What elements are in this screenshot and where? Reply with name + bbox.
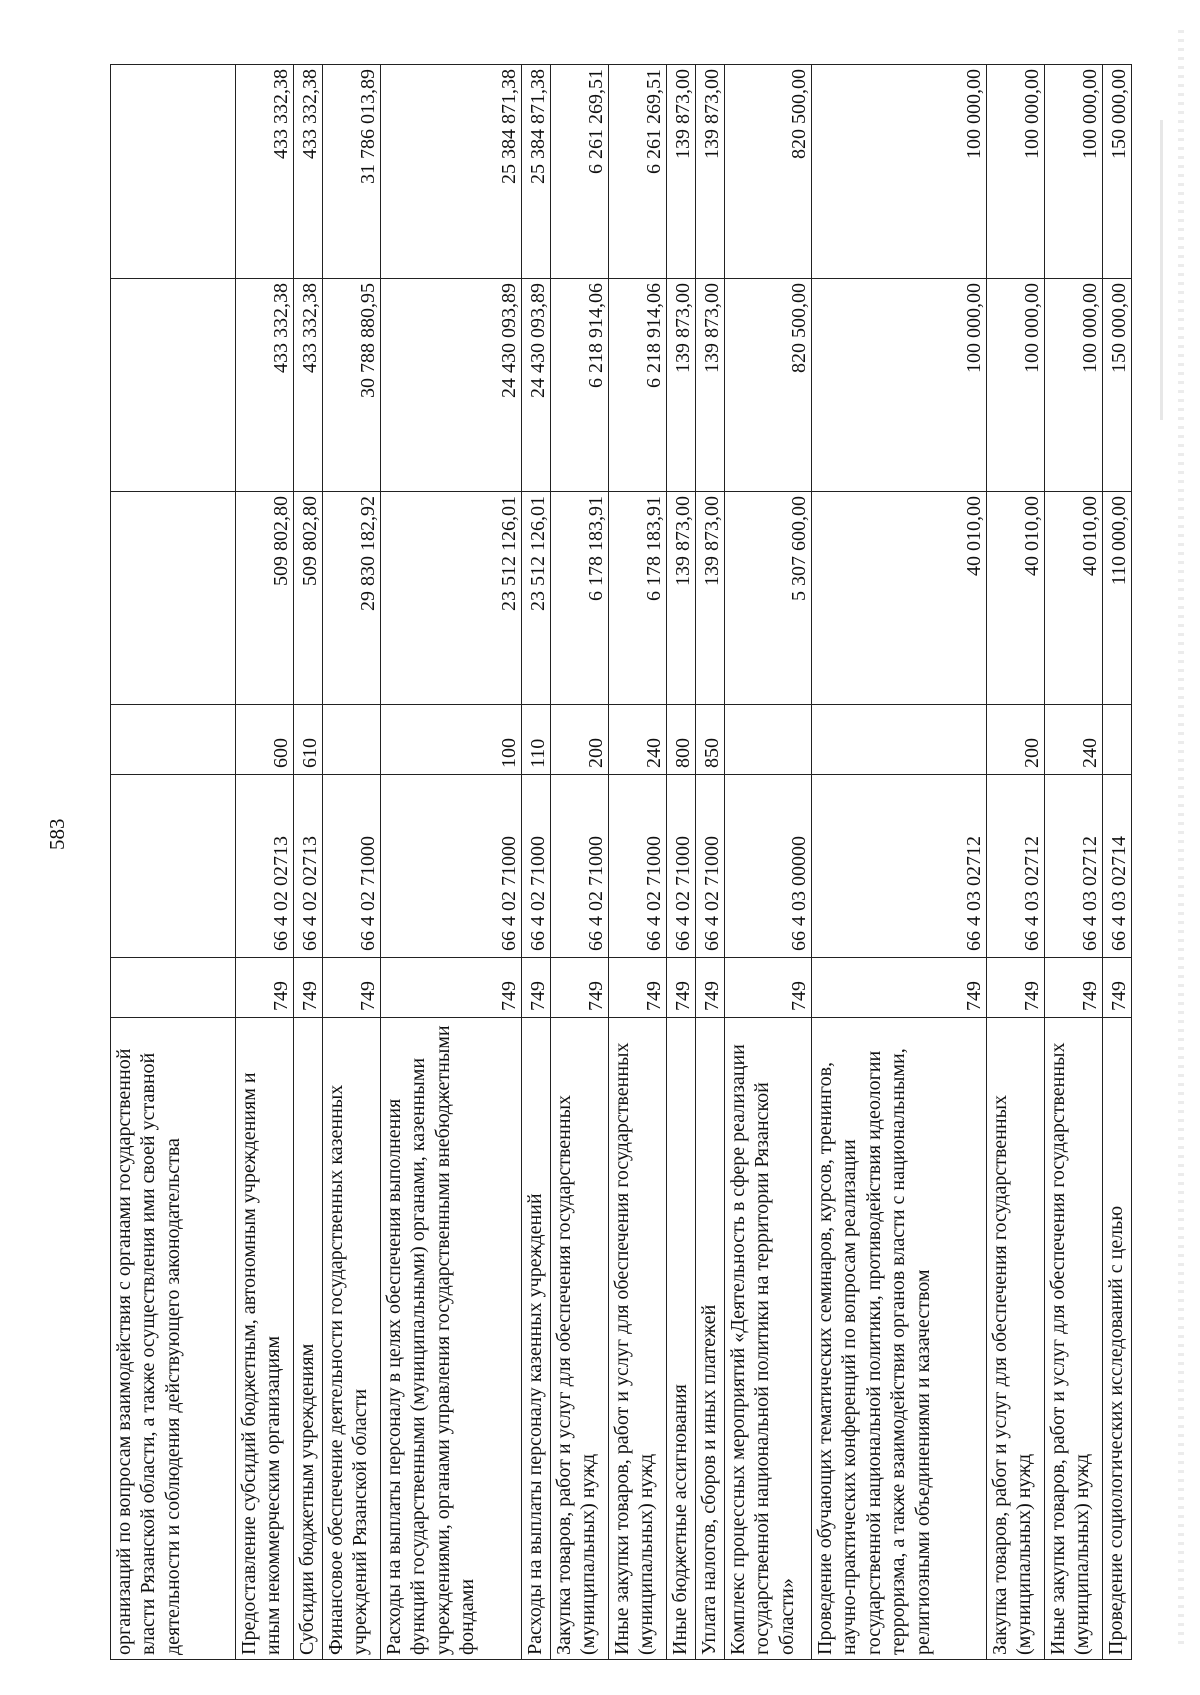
row-description: Иные закупки товаров, работ и услуг для обеспечения государственных (муниципальных) нужд (1045, 1018, 1103, 1660)
row-description: Финансовое обеспечение деятельности государственных казенных учреждений Рязанской области (323, 1018, 381, 1660)
row-amount-year3: 433 332,38 (294, 65, 323, 279)
row-description: Субсидии бюджетным учреждениям (294, 1018, 323, 1660)
row-amount-year3: 6 261 269,51 (551, 65, 609, 279)
row-amount-year1: 29 830 182,92 (323, 492, 381, 705)
table-row (111, 65, 236, 1660)
table-row (294, 65, 323, 1660)
row-amount-year1: 509 802,80 (294, 492, 323, 705)
row-vr-code (725, 705, 812, 775)
row-csr-code: 66 4 02 71000 (667, 775, 696, 958)
row-code: 749 (1045, 958, 1103, 1018)
row-description: Расходы на выплаты персоналу в целях обеспечения выполнения функций государственными (муниципальными) органами, казенными учреждениями, органами управления государственными внебюджетными фондами (381, 1018, 522, 1660)
row-csr-code: 66 4 03 02712 (987, 775, 1045, 958)
row-amount-year1: 6 178 183,91 (609, 492, 667, 705)
row-amount-year3: 6 261 269,51 (609, 65, 667, 279)
row-amount-year1 (111, 492, 236, 705)
row-vr-code: 240 (1045, 705, 1103, 775)
row-code: 749 (667, 958, 696, 1018)
row-vr-code: 100 (381, 705, 522, 775)
row-vr-code: 200 (551, 705, 609, 775)
table-row (381, 65, 522, 1660)
row-amount-year2: 150 000,00 (1103, 279, 1132, 492)
row-description: Комплекс процессных мероприятий «Деятельность в сфере реализации государственной национальной политики на территории Рязанской области» (725, 1018, 812, 1660)
row-amount-year1: 139 873,00 (696, 492, 725, 705)
budget-table (110, 64, 1132, 1660)
row-csr-code: 66 4 02 02713 (236, 775, 294, 958)
row-amount-year2: 433 332,38 (294, 279, 323, 492)
row-amount-year2: 30 788 880,95 (323, 279, 381, 492)
row-vr-code (812, 705, 987, 775)
row-amount-year3: 100 000,00 (1045, 65, 1103, 279)
row-csr-code: 66 4 02 02713 (294, 775, 323, 958)
row-amount-year3: 100 000,00 (812, 65, 987, 279)
row-description: организаций по вопросам взаимодействия с органами государственной власти Рязанской области, а также осуществления ими своей уставной деятельности и соблюдения действующего законодательства (111, 1018, 236, 1660)
row-code (111, 958, 236, 1018)
row-description: Закупка товаров, работ и услуг для обеспечения государственных (муниципальных) нужд (551, 1018, 609, 1660)
row-vr-code: 610 (294, 705, 323, 775)
row-amount-year3: 150 000,00 (1103, 65, 1132, 279)
table-row (236, 65, 294, 1660)
table-row (323, 65, 381, 1660)
row-vr-code (111, 705, 236, 775)
scan-edge-artifact (1178, 30, 1184, 1650)
row-code: 749 (609, 958, 667, 1018)
table-row (1103, 65, 1132, 1660)
row-code: 749 (522, 958, 551, 1018)
row-csr-code: 66 4 02 71000 (381, 775, 522, 958)
row-amount-year1: 509 802,80 (236, 492, 294, 705)
row-csr-code: 66 4 02 71000 (609, 775, 667, 958)
row-code: 749 (294, 958, 323, 1018)
row-amount-year3: 820 500,00 (725, 65, 812, 279)
row-csr-code: 66 4 02 71000 (551, 775, 609, 958)
row-vr-code (1103, 705, 1132, 775)
row-amount-year1: 40 010,00 (987, 492, 1045, 705)
row-amount-year2: 820 500,00 (725, 279, 812, 492)
row-code: 749 (812, 958, 987, 1018)
row-vr-code: 240 (609, 705, 667, 775)
row-amount-year1: 23 512 126,01 (381, 492, 522, 705)
row-description: Иные закупки товаров, работ и услуг для обеспечения государственных (муниципальных) нужд (609, 1018, 667, 1660)
row-code: 749 (551, 958, 609, 1018)
row-vr-code: 600 (236, 705, 294, 775)
table-row (522, 65, 551, 1660)
row-amount-year1: 139 873,00 (667, 492, 696, 705)
row-amount-year3: 139 873,00 (667, 65, 696, 279)
table-row (667, 65, 696, 1660)
row-amount-year2: 6 218 914,06 (609, 279, 667, 492)
row-amount-year3: 25 384 871,38 (381, 65, 522, 279)
table-row (812, 65, 987, 1660)
row-amount-year3: 433 332,38 (236, 65, 294, 279)
row-description: Закупка товаров, работ и услуг для обеспечения государственных (муниципальных) нужд (987, 1018, 1045, 1660)
row-csr-code: 66 4 03 02712 (812, 775, 987, 958)
row-description: Расходы на выплаты персоналу казенных учреждений (522, 1018, 551, 1660)
row-amount-year1: 6 178 183,91 (551, 492, 609, 705)
row-code: 749 (725, 958, 812, 1018)
row-description: Проведение социологических исследований с целью (1103, 1018, 1132, 1660)
row-code: 749 (236, 958, 294, 1018)
row-amount-year1: 40 010,00 (812, 492, 987, 705)
row-description: Иные бюджетные ассигнования (667, 1018, 696, 1660)
row-description: Проведение обучающих тематических семинаров, курсов, тренингов, научно-практических конференций по вопросам реализации государственной национальной политики, противодействия идеологии терроризма, а также взаимодействия органов власти с национальными, религиозными объединениями и казачеством (812, 1018, 987, 1660)
table-row (609, 65, 667, 1660)
row-amount-year3: 139 873,00 (696, 65, 725, 279)
row-amount-year2: 139 873,00 (667, 279, 696, 492)
row-amount-year2: 24 430 093,89 (522, 279, 551, 492)
row-amount-year3 (111, 65, 236, 279)
row-amount-year2: 100 000,00 (987, 279, 1045, 492)
row-vr-code: 200 (987, 705, 1045, 775)
row-amount-year1: 23 512 126,01 (522, 492, 551, 705)
row-csr-code: 66 4 02 71000 (696, 775, 725, 958)
row-amount-year2: 6 218 914,06 (551, 279, 609, 492)
scan-edge-artifact (1160, 120, 1163, 420)
row-code: 749 (381, 958, 522, 1018)
row-csr-code: 66 4 02 71000 (522, 775, 551, 958)
table-row (696, 65, 725, 1660)
row-csr-code: 66 4 02 71000 (323, 775, 381, 958)
row-csr-code: 66 4 03 00000 (725, 775, 812, 958)
row-amount-year1: 110 000,00 (1103, 492, 1132, 705)
table-row (1045, 65, 1103, 1660)
row-amount-year2: 139 873,00 (696, 279, 725, 492)
row-amount-year2 (111, 279, 236, 492)
row-code: 749 (323, 958, 381, 1018)
table-row (551, 65, 609, 1660)
row-amount-year2: 24 430 093,89 (381, 279, 522, 492)
row-csr-code (111, 775, 236, 958)
row-vr-code: 850 (696, 705, 725, 775)
row-amount-year3: 31 786 013,89 (323, 65, 381, 279)
row-description: Предоставление субсидий бюджетным, автономным учреждениям и иным некоммерческим организациям (236, 1018, 294, 1660)
budget-table-container (110, 65, 1130, 1660)
row-amount-year2: 100 000,00 (812, 279, 987, 492)
row-vr-code (323, 705, 381, 775)
table-row (987, 65, 1045, 1660)
row-csr-code: 66 4 03 02714 (1103, 775, 1132, 958)
row-csr-code: 66 4 03 02712 (1045, 775, 1103, 958)
row-amount-year2: 433 332,38 (236, 279, 294, 492)
row-amount-year3: 100 000,00 (987, 65, 1045, 279)
row-amount-year2: 100 000,00 (1045, 279, 1103, 492)
row-code: 749 (1103, 958, 1132, 1018)
row-amount-year1: 40 010,00 (1045, 492, 1103, 705)
row-amount-year1: 5 307 600,00 (725, 492, 812, 705)
row-vr-code: 110 (522, 705, 551, 775)
row-code: 749 (987, 958, 1045, 1018)
row-amount-year3: 25 384 871,38 (522, 65, 551, 279)
page-number: 583 (45, 818, 69, 850)
row-code: 749 (696, 958, 725, 1018)
row-vr-code: 800 (667, 705, 696, 775)
row-description: Уплата налогов, сборов и иных платежей (696, 1018, 725, 1660)
table-row (725, 65, 812, 1660)
